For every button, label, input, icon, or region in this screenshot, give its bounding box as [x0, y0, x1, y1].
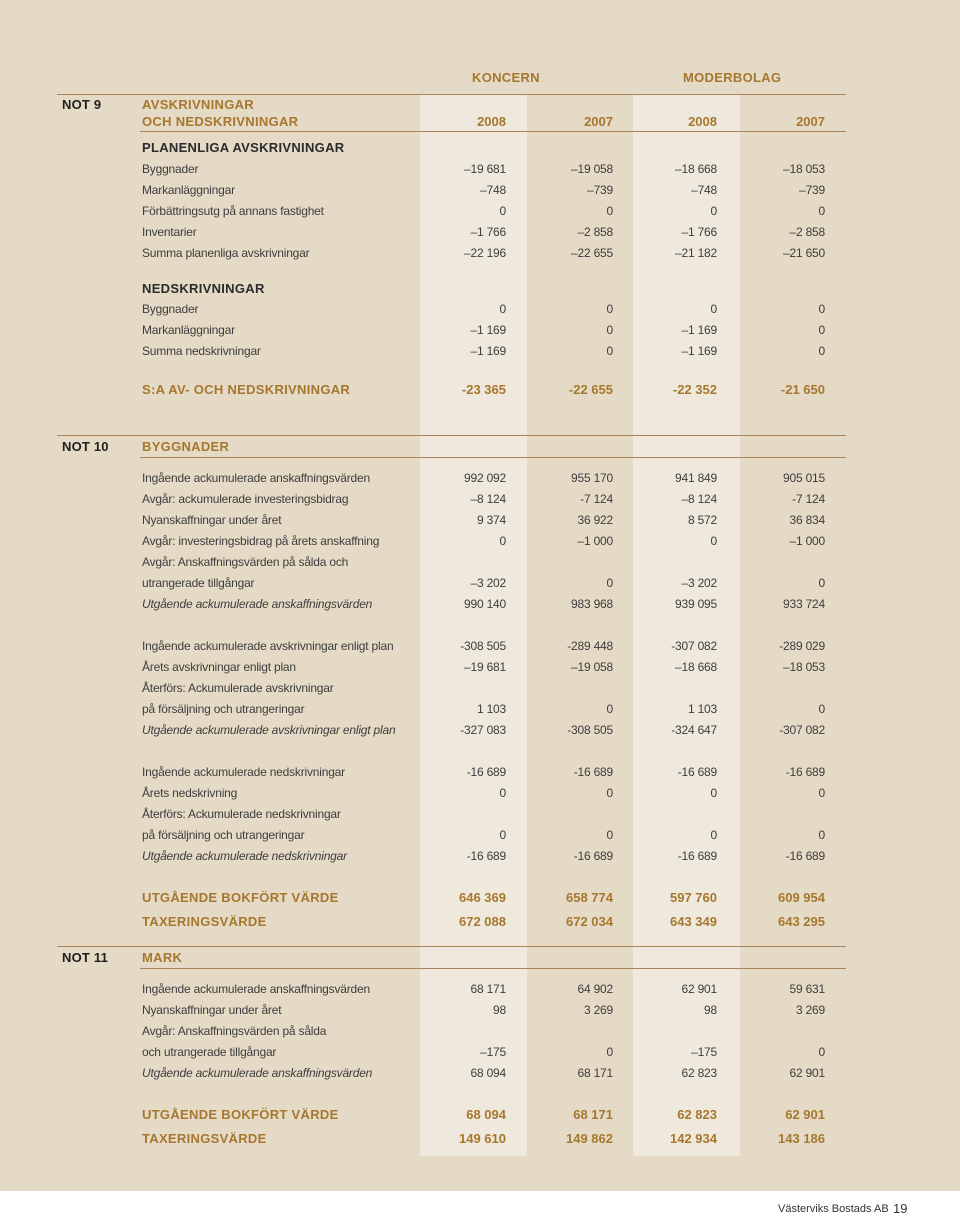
row-value: -16 689 — [785, 849, 825, 863]
row-value: 0 — [710, 534, 717, 548]
row-value: 992 092 — [464, 471, 506, 485]
row-value: 0 — [499, 786, 506, 800]
divider — [140, 968, 846, 969]
row-value: –18 053 — [783, 660, 825, 674]
row-value: -327 083 — [460, 723, 506, 737]
row-value: -16 689 — [573, 849, 613, 863]
bokfort-value: 646 369 — [459, 890, 506, 905]
row-value: 0 — [818, 702, 825, 716]
row-label: Återförs: Ackumulerade nedskrivningar — [142, 807, 341, 821]
group-header-moderbolag: MODERBOLAG — [683, 70, 782, 85]
row-value: 0 — [606, 1045, 613, 1059]
row-value: 0 — [818, 576, 825, 590]
row-value: 0 — [499, 302, 506, 316]
row-label: Summa nedskrivningar — [142, 344, 261, 358]
row-value: 0 — [606, 344, 613, 358]
note-11-label: NOT 11 — [62, 950, 108, 965]
row-value: –1 169 — [681, 323, 717, 337]
year-header: 2007 — [796, 114, 825, 129]
year-header: 2008 — [477, 114, 506, 129]
row-label: Utgående ackumulerade anskaffningsvärden — [142, 1066, 373, 1080]
row-value: 990 140 — [464, 597, 506, 611]
row-label: Ingående ackumulerade anskaffningsvärden — [142, 471, 370, 485]
note-11-title: MARK — [142, 950, 183, 965]
total-label: S:A AV- OCH NEDSKRIVNINGAR — [142, 382, 351, 397]
section-heading-nedskrivningar: NEDSKRIVNINGAR — [142, 281, 265, 296]
row-value: –19 058 — [571, 162, 613, 176]
row-value: 1 103 — [687, 702, 717, 716]
row-label: Nyanskaffningar under året — [142, 513, 282, 527]
row-value: -16 689 — [573, 765, 613, 779]
row-value: -289 448 — [567, 639, 613, 653]
row-value: –19 681 — [464, 162, 506, 176]
row-value: 905 015 — [783, 471, 825, 485]
row-value: –748 — [480, 183, 506, 197]
taxering-value: 672 034 — [566, 914, 613, 929]
bokfort-value: 597 760 — [670, 890, 717, 905]
row-label: Återförs: Ackumulerade avskrivningar — [142, 681, 334, 695]
row-value: -16 689 — [466, 765, 506, 779]
row-value: –21 650 — [783, 246, 825, 260]
row-value: 8 572 — [687, 513, 717, 527]
taxering-value: 643 349 — [670, 914, 717, 929]
row-value: -307 082 — [671, 639, 717, 653]
taxering-value: 672 088 — [459, 914, 506, 929]
row-value: 0 — [818, 786, 825, 800]
row-value: 0 — [818, 344, 825, 358]
row-value: –2 858 — [577, 225, 613, 239]
total-value: -22 655 — [568, 382, 613, 397]
row-value: 3 269 — [795, 1003, 825, 1017]
row-value: 98 — [493, 1003, 506, 1017]
row-value: 0 — [710, 786, 717, 800]
row-value: –19 681 — [464, 660, 506, 674]
row-value: -16 689 — [466, 849, 506, 863]
row-value: 939 095 — [675, 597, 717, 611]
divider-note11 — [57, 946, 846, 947]
row-value: 0 — [710, 828, 717, 842]
row-value: –3 202 — [681, 576, 717, 590]
note-10-title: BYGGNADER — [142, 439, 230, 454]
row-label: Avgår: Anskaffningsvärden på sålda och — [142, 555, 349, 569]
bokfort-value: 62 901 — [785, 1107, 825, 1122]
row-label: Avgår: Anskaffningsvärden på sålda — [142, 1024, 327, 1038]
row-value: 0 — [606, 828, 613, 842]
row-value: –739 — [799, 183, 825, 197]
row-label: Förbättringsutg på annans fastighet — [142, 204, 324, 218]
row-value: -16 689 — [785, 765, 825, 779]
row-label: Summa planenliga avskrivningar — [142, 246, 310, 260]
row-label: Ingående ackumulerade nedskrivningar — [142, 765, 345, 779]
row-value: 36 834 — [789, 513, 825, 527]
row-value: -308 505 — [460, 639, 506, 653]
taxering-value: 143 186 — [778, 1131, 825, 1146]
row-value: 0 — [710, 204, 717, 218]
row-value: 62 901 — [681, 982, 717, 996]
row-value: 59 631 — [789, 982, 825, 996]
row-value: –1 766 — [470, 225, 506, 239]
row-value: –175 — [691, 1045, 717, 1059]
row-value: –8 124 — [681, 492, 717, 506]
row-value: –1 169 — [681, 344, 717, 358]
row-value: –1 000 — [577, 534, 613, 548]
total-value: -21 650 — [780, 382, 825, 397]
taxering-value: 149 862 — [566, 1131, 613, 1146]
row-value: 62 901 — [789, 1066, 825, 1080]
total-value: -23 365 — [461, 382, 506, 397]
row-value: 0 — [499, 534, 506, 548]
row-value: –8 124 — [470, 492, 506, 506]
row-value: –19 058 — [571, 660, 613, 674]
row-value: 0 — [818, 204, 825, 218]
row-value: 36 922 — [577, 513, 613, 527]
bokfort-label: UTGÅENDE BOKFÖRT VÄRDE — [142, 1107, 339, 1122]
row-value: 955 170 — [571, 471, 613, 485]
row-value: –175 — [480, 1045, 506, 1059]
taxering-value: 643 295 — [778, 914, 825, 929]
divider — [140, 131, 846, 132]
row-value: –1 000 — [789, 534, 825, 548]
row-label: och utrangerade tillgångar — [142, 1045, 277, 1059]
row-value: –739 — [587, 183, 613, 197]
divider-note10 — [57, 435, 846, 436]
row-label: Ingående ackumulerade anskaffningsvärden — [142, 982, 370, 996]
bokfort-label: UTGÅENDE BOKFÖRT VÄRDE — [142, 890, 339, 905]
row-label: Utgående ackumulerade anskaffningsvärden — [142, 597, 373, 611]
footer-company: Västerviks Bostads AB — [778, 1203, 889, 1215]
row-value: -16 689 — [677, 765, 717, 779]
taxering-value: 142 934 — [670, 1131, 717, 1146]
year-header: 2008 — [688, 114, 717, 129]
row-label: Ingående ackumulerade avskrivningar enligt plan — [142, 639, 394, 653]
row-value: 1 103 — [476, 702, 506, 716]
row-value: –1 169 — [470, 323, 506, 337]
row-value: 3 269 — [583, 1003, 613, 1017]
row-label: Inventarier — [142, 225, 197, 239]
row-label: Avgår: ackumulerade investeringsbidrag — [142, 492, 349, 506]
row-value: –1 766 — [681, 225, 717, 239]
row-value: 0 — [818, 302, 825, 316]
note-9-title-line2: OCH NEDSKRIVNINGAR — [142, 114, 299, 129]
taxering-label: TAXERINGSVÄRDE — [142, 914, 267, 929]
row-value: 68 171 — [470, 982, 506, 996]
row-value: 0 — [606, 786, 613, 800]
row-value: 68 094 — [470, 1066, 506, 1080]
divider — [140, 457, 846, 458]
row-value: 0 — [818, 323, 825, 337]
row-value: -16 689 — [677, 849, 717, 863]
bokfort-value: 62 823 — [677, 1107, 717, 1122]
row-value: –22 196 — [464, 246, 506, 260]
row-value: –21 182 — [675, 246, 717, 260]
total-value: -22 352 — [672, 382, 717, 397]
row-value: 0 — [499, 828, 506, 842]
bokfort-value: 658 774 — [566, 890, 613, 905]
row-value: 0 — [606, 576, 613, 590]
row-value: 9 374 — [476, 513, 506, 527]
row-label: Årets avskrivningar enligt plan — [142, 660, 296, 674]
row-value: 68 171 — [577, 1066, 613, 1080]
row-value: 0 — [818, 1045, 825, 1059]
bokfort-value: 68 094 — [466, 1107, 506, 1122]
row-label: Utgående ackumulerade avskrivningar enligt plan — [142, 723, 396, 737]
note-9-title: AVSKRIVNINGAR — [142, 97, 255, 112]
row-value: –18 668 — [675, 660, 717, 674]
row-label: Markanläggningar — [142, 183, 235, 197]
row-label: utrangerade tillgångar — [142, 576, 255, 590]
row-label: på försäljning och utrangeringar — [142, 702, 305, 716]
page-number: 19 — [893, 1201, 908, 1216]
year-header: 2007 — [584, 114, 613, 129]
row-value: 983 968 — [571, 597, 613, 611]
row-value: -307 082 — [779, 723, 825, 737]
row-label: Byggnader — [142, 162, 199, 176]
row-value: –3 202 — [470, 576, 506, 590]
row-value: -7 124 — [792, 492, 825, 506]
row-value: 941 849 — [675, 471, 717, 485]
row-value: -308 505 — [567, 723, 613, 737]
taxering-value: 149 610 — [459, 1131, 506, 1146]
row-value: 0 — [606, 204, 613, 218]
row-value: 0 — [710, 302, 717, 316]
row-value: –748 — [691, 183, 717, 197]
divider-note9 — [57, 94, 846, 95]
row-value: 62 823 — [681, 1066, 717, 1080]
bokfort-value: 68 171 — [573, 1107, 613, 1122]
row-value: -7 124 — [580, 492, 613, 506]
row-value: 0 — [606, 702, 613, 716]
row-value: –22 655 — [571, 246, 613, 260]
row-value: –18 053 — [783, 162, 825, 176]
row-value: 64 902 — [577, 982, 613, 996]
section-heading-planenliga: PLANENLIGA AVSKRIVNINGAR — [142, 140, 345, 155]
group-header-koncern: KONCERN — [472, 70, 540, 85]
row-value: -289 029 — [779, 639, 825, 653]
row-value: 0 — [818, 828, 825, 842]
row-label: Årets nedskrivning — [142, 786, 238, 800]
row-value: 0 — [499, 204, 506, 218]
row-label: Utgående ackumulerade nedskrivningar — [142, 849, 347, 863]
taxering-label: TAXERINGSVÄRDE — [142, 1131, 267, 1146]
row-label: Markanläggningar — [142, 323, 235, 337]
row-value: -324 647 — [671, 723, 717, 737]
row-value: 0 — [606, 323, 613, 337]
row-label: Nyanskaffningar under året — [142, 1003, 282, 1017]
row-label: på försäljning och utrangeringar — [142, 828, 305, 842]
row-value: 98 — [704, 1003, 717, 1017]
row-label: Byggnader — [142, 302, 199, 316]
row-value: –2 858 — [789, 225, 825, 239]
row-label: Avgår: investeringsbidrag på årets anskaffning — [142, 534, 380, 548]
row-value: –1 169 — [470, 344, 506, 358]
bokfort-value: 609 954 — [778, 890, 825, 905]
note-10-label: NOT 10 — [62, 439, 109, 454]
row-value: 933 724 — [783, 597, 825, 611]
note-9-label: NOT 9 — [62, 97, 102, 112]
row-value: 0 — [606, 302, 613, 316]
row-value: –18 668 — [675, 162, 717, 176]
